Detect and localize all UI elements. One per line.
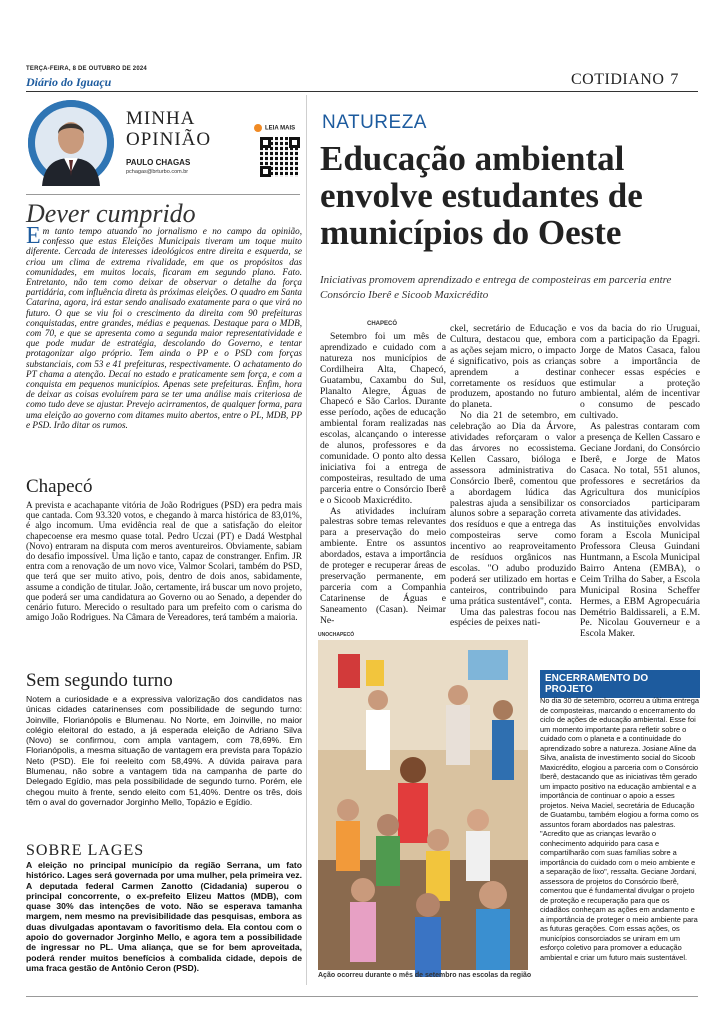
intro-dropcap: E xyxy=(26,223,41,249)
sidebar-box-text: No dia 30 de setembro, ocorreu a última entrega de composteiras, marcando o encerramento do ciclo de ações de educação ambiental. Esse foi um momento importante para refletir sobre o cuidado com o planeta e a continuidade do aprendizado sobre a natureza. Josiane Aline da Silva, analista de investimento social do Sicoob Maxicrédito, elogiou a parceria com o Consórcio Iberê, destacando que as iniciativas têm gerado um impacto positivo na educação ambiental e a importância de continuar o apoio a esses projetos. Neiva Maciel, secretária de Educação de Guatambu, também elogiou a forma como os assuntos foram abordados nas palestras. "Acredito que as crianças levarão o conhecimento adquirido para casa e compartilharão com suas famílias sobre a importância do cuidado com o meio ambiente e a separação de lixo", ressalta. Geciane Jordani, assessora de projetos do Consórcio Iberê, comentou que é fundamental divulgar o projeto de proteção e recuperação para que os cidadãos conheçam as ações em andamento e a importância de proteger o meio ambiente para as futuras gerações. Com essas ações, os municípios consorciados se uniram em um esforço coletivo para promover a educação ambiental e criar um futuro mais sustentável. xyxy=(540,696,699,962)
article-paragraph: As atividades incluíram palestras sobre temas relevantes para a preservação do meio ambiente. Entre os assuntos abordados, estava a importância de proteger e recuperar áreas de preservação permanente, em parceria com a Companhia Catarinense de Águas e Saneamento (Casan). Neimar Ne- xyxy=(320,505,446,626)
column-header xyxy=(126,108,211,150)
chapeco-subhead: Chapecó xyxy=(26,476,93,497)
author-name: PAULO CHAGAS xyxy=(126,158,191,167)
article-paragraph: As instituições envolvidas foram a Escola Municipal Professora Cleusa Guindani Huntmann, a Escola Municipal Bairro Antena (EMBA), o Ceim Trilha do Saber, a Escola Municipal Rosina Scheffer Hermes, a EBM Agropecuária Demétrio Baldissareli, a E.M. Pe. Nicolau Gouverneur e a Escola Maker. xyxy=(580,519,700,640)
article-paragraph: vos da bacia do rio Uruguai, com a participação da Epagri. Jorge de Matos Casaca, falou sobre a importância de conhecer essas espécies e estimular a proteção ambiental, além de incentivar o consumo de pescado cultivado. xyxy=(580,323,700,422)
segundo-turno-text: Notem a curiosidade e a expressiva valorização dos candidatos nas únicas cidades catarinenses com possibilidade de segundo turno: Joinville, Florianópolis e Blumenau. No Norte, em Joinville, no maior colégio eleitoral do estado, a já esperada eleição de Adriano Silva (Novo) se confirmou, com ampla vantagem, com 78,69%. Em Florianópolis, a mesma situação de vantagem era prevista para Topázio Neto (PSD). Ele foi reeleito com 58,49%. A dúvida pairava para Blumenau, não sobre a vantagem tida na campanha de parte do Delegado Egídio, mas pela possibilidade de segundo turno. Porém, ele chegou muito à frente, sendo eleito com 51,40%. Dentre os três, dois têm o aval do governador Jorginho Mello, Topázio e Egídio. xyxy=(26,694,302,807)
article-byline: CHAPECÓ xyxy=(367,321,398,327)
sobre-lages-subhead: SOBRE LAGES xyxy=(26,842,145,859)
segundo-turno-subhead: Sem segundo turno xyxy=(26,670,173,691)
leia-mais-label: LEIA MAIS xyxy=(265,125,296,132)
column-header-line1: MINHA xyxy=(126,108,196,129)
column-title: Dever cumprido xyxy=(26,199,196,228)
leia-mais-link[interactable] xyxy=(254,124,295,132)
author-email[interactable]: pchagas@brturbo.com.br xyxy=(126,169,189,175)
column-intro xyxy=(26,223,302,466)
article-headline: Educação ambiental envolve estudantes de municípios do Oeste xyxy=(320,139,643,252)
page-number: 7 xyxy=(670,71,679,88)
leia-mais-icon xyxy=(254,124,262,132)
article-kicker: NATUREZA xyxy=(322,112,427,133)
section-header xyxy=(571,71,679,89)
article-subtitle: Iniciativas promovem aprendizado e entrega de composteiras em parceria entre Consórcio Iberê e Sicoob Maxicrédito xyxy=(320,274,672,301)
newspaper-name[interactable]: Diário do Iguaçu xyxy=(26,75,112,89)
photo-credit: UNOCHAPECÓ xyxy=(318,632,355,638)
sobre-lages-text: A eleição no principal município da região Serrana, um fato histórico. Lages será governada por uma mulher, pela primeira vez. A deputada federal Carmen Zanotto (Cidadania) superou o principal concorrente, o ex-prefeito Elizeu Mattos (MDB), com quase 30% das intenções de voto. Não se esperava tamanha margem, nem mesmo na previsibilidade das pesquisas, embora as duas divulgadas apontavam o favoritismo dela. Ela contou com o apoio do governador Jorginho Mello, e agora tem a possibilidade de ingressar no PL. Uma aliança, que se for bem aproveitada, poderá render muitos benefícios à combalida cidade, depois de uma fraca gestão de Antônio Ceron (PSD). xyxy=(26,860,302,973)
article-paragraph: ckel, secretário de Educação e Cultura, destacou que, embora as ações sejam micro, o impacto é significativo, pois as crianças aprendem a destinar corretamente os resíduos que produzem, apostando no futuro do planeta. xyxy=(450,323,576,411)
author-portrait-icon xyxy=(28,100,114,186)
article-photo[interactable] xyxy=(318,640,528,970)
article-column-2 xyxy=(450,324,576,628)
qr-code-icon[interactable] xyxy=(260,137,300,177)
photo-caption: Ação ocorreu durante o mês de setembro nas escolas da região xyxy=(318,972,532,979)
article-column-3 xyxy=(580,323,700,640)
top-divider xyxy=(26,91,698,92)
bottom-divider xyxy=(26,996,698,997)
section-label: COTIDIANO xyxy=(571,71,665,88)
column-header-line2: OPINIÃO xyxy=(126,129,212,150)
edition-date: TERÇA-FEIRA, 8 DE OUTUBRO DE 2024 xyxy=(26,66,147,72)
sidebar-box-title: ENCERRAMENTO DO PROJETO xyxy=(540,670,700,698)
article-paragraph: Setembro foi um mês de aprendizado e cuidado com a natureza nos municípios de Cordilheira Alta, Chapecó, Guatambu, Caxambu do Sul, Planalto Alegre, Águas de Chapecó e São Carlos. Durante esse período, ações de educação ambiental foram realizadas nas escolas, alcançando o interesse de alunos, professores e da comunidade. O ponto alto dessa iniciativa foi a entrega de composteiras, resultado de uma parceria entre o Consórcio Iberê e o Sicoob Maxicrédito. xyxy=(320,331,446,506)
author-photo xyxy=(28,100,114,186)
article-paragraph: No dia 21 de setembro, em celebração ao Dia da Árvore, atividades reforçaram o valor das árvores no ecossistema. Kellen Cassaro, bióloga e assessora administrativa do Consórcio Iberê, comentou que a abordagem lúdica das palestras ajuda a sensibilizar os alunos sobre a separação correta dos resíduos e que a entrega das composteiras serve como incentivo ao reaproveitamento de resíduos orgânicos nas escolas. "O adubo produzido poderá ser utilizado em hortas e canteiros, contribuindo para uma prática sustentável", conta. xyxy=(450,410,576,607)
column-divider xyxy=(306,95,307,985)
intro-text: m tanto tempo atuando no jornalismo e no campo da opinião, confesso que estas Eleições Municipais tiveram um toque muito diferente. Cercada de interesses ideológicos entre direita e esquerda, se criou um clima de extrema rivalidade, em que os propósitos das comunidades, em muitos locais, ficaram em segundo plano. Fato. Entretanto, não tem como deixar de observar o detalhe da força partidária, com influência direta às próximas eleições. O quadro em Santa Catarina, agora, irá estar sendo analisado exatamente para o que virá no futuro. O que se viu foi o crescimento da direita com 90 prefeituras conquistadas, entre grandes, médias e pequenas. Destaque para o MDB, com 70, e que se apresenta como a segunda maior representatividade e que pode mudar de estratégia, descolando do Governo, e tentar protagonizar algo próprio. Tem ainda o PP e o PSD com forças substanciais, com 53 e 41 prefeituras, respectivamente. O achatamento do PT chama a atenção. Decaí no estado e praticamente sem força, e com a conquista em pequenos municípios. Apenas sete prefeituras. Enfim, hora de deixar as coisas evoluírem para se ter uma análise mais criteriosa de como tudo deve se ajustar. Prevejo acirramentos, de qualquer forma, para uma eleição ao governo com ditames muito abertos, entre o PL, MDB, PP e PSD. Irão ditar os rumos. xyxy=(26,226,302,430)
column-header-divider xyxy=(26,194,300,195)
article-paragraph: As palestras contaram com a presença de Kellen Cassaro e Geciane Jordani, do Consórcio Iberê, e Jorge de Matos Casaca. No total, 551 alunos, professores e secretários da Agricultura dos municípios consorciados participaram ativamente das atividades. xyxy=(580,421,700,520)
article-paragraph: Uma das palestras focou nas espécies de peixes nati- xyxy=(450,606,576,629)
classroom-photo-icon xyxy=(318,640,528,970)
chapeco-text: A prevista e acachapante vitória de João Rodrigues (PSD) era pedra mais que cantada. Com 93.320 votos, e chegando à marca histórica de 83,01%, é algo incomum. Uma evidência real de que a satisfação do eleitor chapecoense era mesmo quase total. Pedro Uczai (PT) e Dadá Westphal (Novo) entraram na disputa com meros aventureiros. Obviamente, sabiam do desafio impossível. Uma lição e tanto, capaz de constranger. Enfim. JR entra com a renovação de um novo vice, Valmor Scolari, também do PSD, que terá que ser muito ativo, pois, dentro de dois anos, sabidamente, assume a condição de titular. João, certamente, irá buscar um novo projeto, que poderá ser uma candidatura ao Governo ou ao Senado, a depender do cenário futuro. Merecido o resultado para um prefeito com o carisma do amigo João Rodrigues. Na Câmara de Vereadores, terá também a maioria. xyxy=(26,500,302,623)
article-column-1 xyxy=(320,332,446,628)
